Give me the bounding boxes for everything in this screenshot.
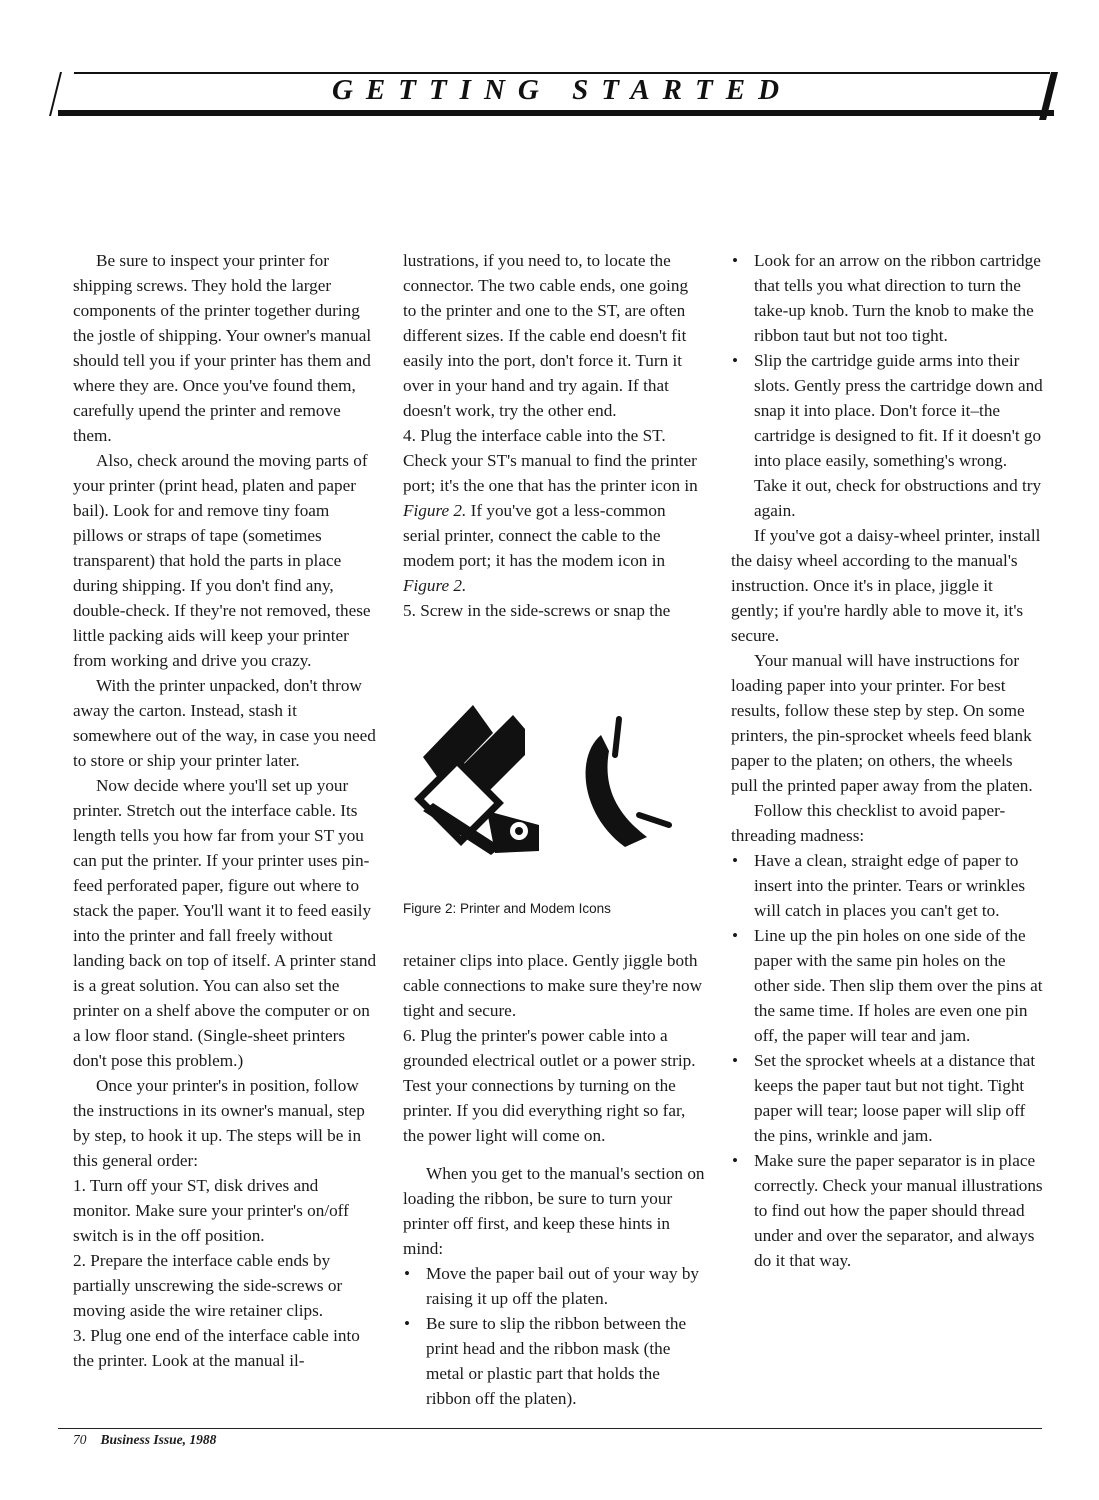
figure-2 [403,695,705,925]
paragraph: When you get to the manual's section on loading the ribbon, be sure to turn your printer off first, and keep these hints in mind: [403,1164,705,1258]
paragraph: With the printer unpacked, don't throw away the carton. Instead, stash it somewhere out of the way, in case you need to store or ship your printer later. [73,676,376,770]
header-bottom-rule [58,110,1054,116]
section-title: GETTING STARTED [331,74,793,106]
list-item: • Set the sprocket wheels at a distance that keeps the paper taut but not tight. Tight paper will tear; loose paper will slip off the pins, wrinkle and jam. [731,1048,1043,1148]
section-header [58,72,1066,122]
figure-icons [403,695,705,895]
step-number: 3. [73,1326,86,1345]
page-number: 70 [73,1432,87,1447]
step-5 [403,598,705,623]
step-6 [403,1023,705,1148]
step-text: Prepare the interface cable ends by partially unscrewing the side-screws or moving aside the wire retainer clips. [73,1251,343,1320]
step-number: 4. [403,426,416,445]
bullet-list [731,848,1043,1273]
list-item: • Move the paper bail out of your way by raising it up off the platen. [403,1261,705,1311]
paragraph: Once your printer's in position, follow the instructions in its owner's manual, step by step, to hook it up. The steps will be in this general order: [73,1076,365,1170]
step-text: Screw in the side-screws or snap the [420,601,671,620]
list-item: • Have a clean, straight edge of paper to insert into the printer. Tears or wrinkles will catch in places you can't get to. [731,848,1043,923]
page-footer [73,1432,216,1448]
step-text: Plug one end of the interface cable into the printer. Look at the manual il- [73,1326,360,1370]
paragraph: retainer clips into place. Gently jiggle both cable connections to make sure they're now tight and secure. [403,951,702,1020]
list-item: • Look for an arrow on the ribbon cartridge that tells you what direction to turn the take-up knob. Turn the knob to make the ribbon taut but not too tight. [731,248,1043,348]
figure-reference: Figure 2. [403,576,467,595]
step-text: Plug the interface cable into the ST. Check your ST's manual to find the printer port; it's the one that has the printer icon in [403,426,698,495]
list-item: • Make sure the paper separator is in place correctly. Check your manual illustrations to find out how the paper should thread under and over the separator, and always do it that way. [731,1148,1043,1273]
step-3 [73,1323,378,1373]
footer-rule [58,1428,1042,1429]
paragraph: Also, check around the moving parts of your printer (print head, platen and paper bail). Look for and remove tiny foam pillows or straps of tape (sometimes transparent) that hold the parts in place during shipping. If you don't find any, double-check. If they're not removed, these little packing aids will keep your printer from working and drive you crazy. [73,451,371,670]
column-1 [73,248,378,1373]
figure-caption: Figure 2: Printer and Modem Icons [403,901,611,916]
paragraph: Follow this checklist to avoid paper-threading madness: [731,801,1006,845]
paragraph: Now decide where you'll set up your printer. Stretch out the interface cable. Its length tells you how far from your ST you can put the printer. If your printer uses pin-feed perforated paper, figure out where to stack the paper. You'll want it to feed easily into the printer and fall freely without landing back on top of itself. A printer stand is a great solution. You can also set the printer on a shelf above the computer or on a low floor stand. (Single-sheet printers don't pose this problem.) [73,776,377,1070]
step-number: 2. [73,1251,86,1270]
list-item: • Be sure to slip the ribbon between the print head and the ribbon mask (the metal or plastic part that holds the ribbon off the platen). [403,1311,705,1411]
column-2-top [403,248,705,623]
paragraph: lustrations, if you need to, to locate the connector. The two cable ends, one going to the printer and one to the ST, are often different sizes. If the cable end doesn't fit easily into the port, don't force it. Turn it over in your hand and try again. If that doesn't work, try the other end. [403,251,689,420]
paragraph: Be sure to inspect your printer for shipping screws. They hold the larger components of the printer together during the jostle of shipping. Your owner's manual should tell you if your printer has them and where they are. Once you've found them, carefully upend the printer and remove them. [73,251,372,445]
telephone-icon [586,719,669,847]
step-number: 5. [403,601,416,620]
bullet-list [731,248,1043,523]
step-number: 1. [73,1176,86,1195]
figure-reference: Figure 2. [403,501,467,520]
paragraph: If you've got a daisy-wheel printer, install the daisy wheel according to the manual's instruction. Once it's in place, jiggle it gently; if you're hardly able to move it, it's secure. [731,526,1041,645]
step-text: Turn off your ST, disk drives and monitor. Make sure your printer's on/off switch is in the off position. [73,1176,349,1245]
step-2 [73,1248,378,1323]
column-3 [731,248,1043,1273]
bullet-list [403,1261,705,1411]
step-text: Plug the printer's power cable into a grounded electrical outlet or a power strip. Test your connections by turning on the printer. If you did everything right so far, the power light will come on. [403,1026,696,1145]
step-1 [73,1173,378,1248]
step-4 [403,423,705,598]
publication-name: Business Issue, 1988 [100,1432,217,1447]
step-number: 6. [403,1026,416,1045]
list-item: • Slip the cartridge guide arms into their slots. Gently press the cartridge down and snap it into place. Don't force it–the cartridge is designed to fit. If it doesn't go into place easily, something's wrong. Take it out, check for obstructions and try again. [731,348,1043,523]
printer-icon [419,705,539,855]
paragraph: Your manual will have instructions for loading paper into your printer. For best results, follow these step by step. On some printers, the pin-sprocket wheels feed blank paper to the platen; on others, the wheels pull the printed paper away from the platen. [731,651,1033,795]
column-2-bottom [403,948,705,1411]
step-text: If you've got a less-common serial printer, connect the cable to the modem port; it has the modem icon in [403,501,666,570]
list-item: • Line up the pin holes on one side of the paper with the same pin holes on the other side. Then slip them over the pins at the same time. If holes are even one pin off, the paper will tear and jam. [731,923,1043,1048]
